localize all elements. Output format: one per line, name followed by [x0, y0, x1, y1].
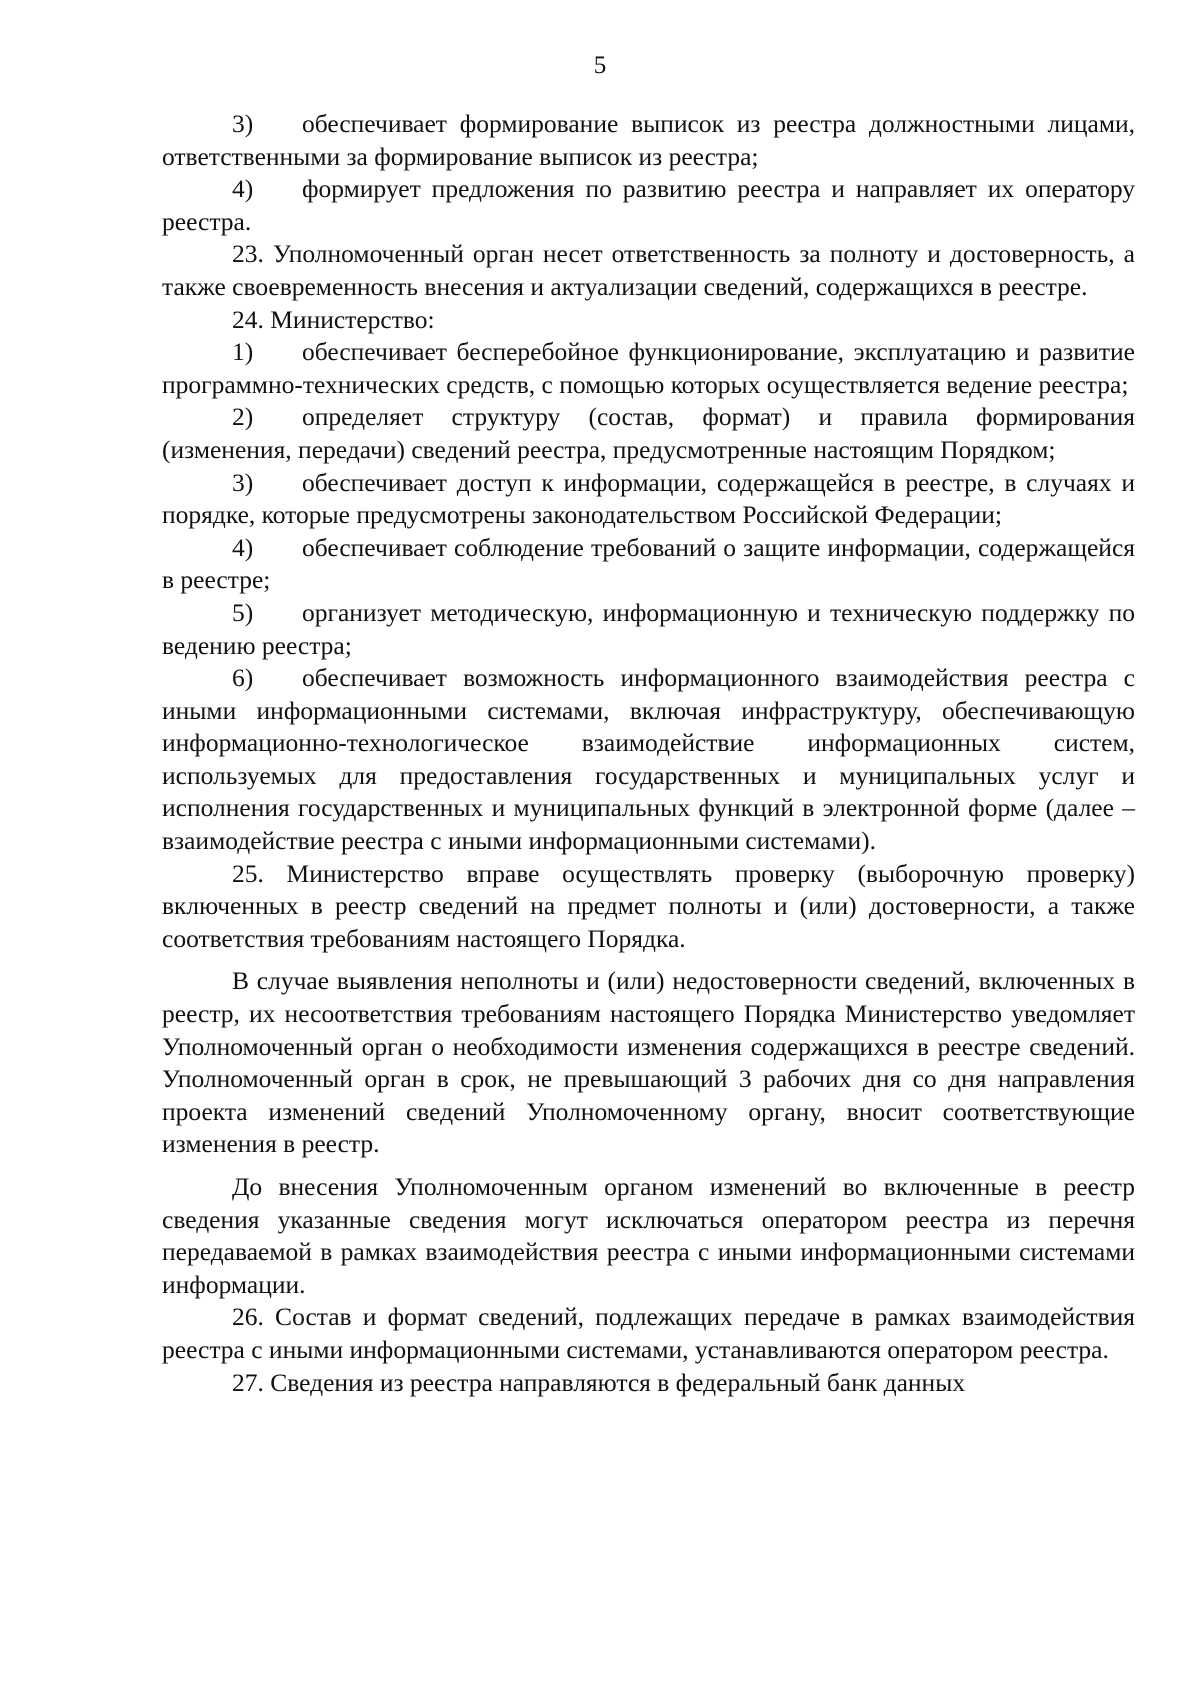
paragraph-23: 23. Уполномоченный орган несет ответственность за полноту и достоверность, а также своевременность внесения и актуализации сведений, содержащихся в реестре.	[162, 239, 1135, 301]
item-number: 4)	[232, 532, 254, 562]
item-number: 5)	[232, 597, 254, 627]
list-item-3	[162, 108, 1135, 173]
item-number: 6)	[232, 663, 254, 693]
item-text: обеспечивает возможность информационного взаимодействия реестра с иными информационными системами, включая инфраструктуру, обеспечивающую информационно-технологическое взаимодействие информационных систем, используемых для предоставления государственных и муниципальных услуг и исполнения государственных и муниципальных функций в электронной форме (далее – взаимодействие реестра с иными информационными системами).	[162, 663, 1135, 856]
item-text: обеспечивает соблюдение требований о защите информации, содержащейся в реестре;	[162, 532, 1135, 595]
paragraph-24: 24. Министерство:	[232, 304, 435, 334]
item-number: 4)	[232, 174, 254, 204]
item-number: 2)	[232, 402, 254, 432]
list-item-5	[162, 597, 1135, 662]
paragraph-25-case: В случае выявления неполноты и (или) недостоверности сведений, включенных в реестр, их несоответствия требованиям настоящего Порядка Министерство уведомляет Уполномоченный орган о необходимости изменения содержащихся в реестре сведений. Уполномоченный орган в срок, не превышающий 3 рабочих дня со дня направления проекта изменений сведений Уполномоченному органу, вносит соответствующие изменения в реестр.	[162, 966, 1135, 1159]
paragraph-26: 26. Состав и формат сведений, подлежащих передаче в рамках взаимодействия реестра с иными информационными системами, устанавливаются оператором реестра.	[162, 1302, 1135, 1364]
item-number: 1)	[232, 337, 254, 367]
item-text: организует методическую, информационную и техническую поддержку по ведению реестра;	[162, 597, 1135, 660]
list-item-2	[162, 401, 1135, 466]
list-item-4b	[162, 532, 1135, 597]
item-text: определяет структуру (состав, формат) и правила формирования (изменения, передачи) сведений реестра, предусмотренные настоящим Порядком;	[162, 402, 1135, 464]
item-number: 3)	[232, 109, 254, 138]
item-text: обеспечивает бесперебойное функционирование, эксплуатацию и развитие программно-технических средств, с помощью которых осуществляется ведение реестра;	[162, 337, 1135, 399]
paragraph-25-exclusion: До внесения Уполномоченным органом изменений во включенные в реестр сведения указанные сведения могут исключаться оператором реестра из перечня передаваемой в рамках взаимодействия реестра с иными информационными системами информации.	[162, 1172, 1135, 1299]
page-number: 5	[593, 52, 607, 79]
item-text: обеспечивает формирование выписок из реестра должностными лицами, ответственными за формирование выписок из реестра;	[162, 109, 1135, 171]
paragraph-27: 27. Сведения из реестра направляются в федеральный банк данных	[232, 1367, 966, 1397]
list-item-4	[162, 173, 1135, 238]
item-number: 3)	[232, 467, 254, 497]
list-item-6	[162, 662, 1135, 858]
item-text: формирует предложения по развитию реестра и направляет их оператору реестра.	[162, 174, 1135, 236]
list-item-1	[162, 336, 1135, 401]
list-item-3b	[162, 467, 1135, 532]
paragraph-25: 25. Министерство вправе осуществлять проверку (выборочную проверку) включенных в реестр сведений на предмет полноты и (или) достоверности, а также соответствия требованиям настоящего Порядка.	[162, 858, 1135, 953]
document-body	[162, 108, 1135, 1399]
item-text: обеспечивает доступ к информации, содержащейся в реестре, в случаях и порядке, которые предусмотрены законодательством Российской Федерации;	[162, 467, 1135, 530]
